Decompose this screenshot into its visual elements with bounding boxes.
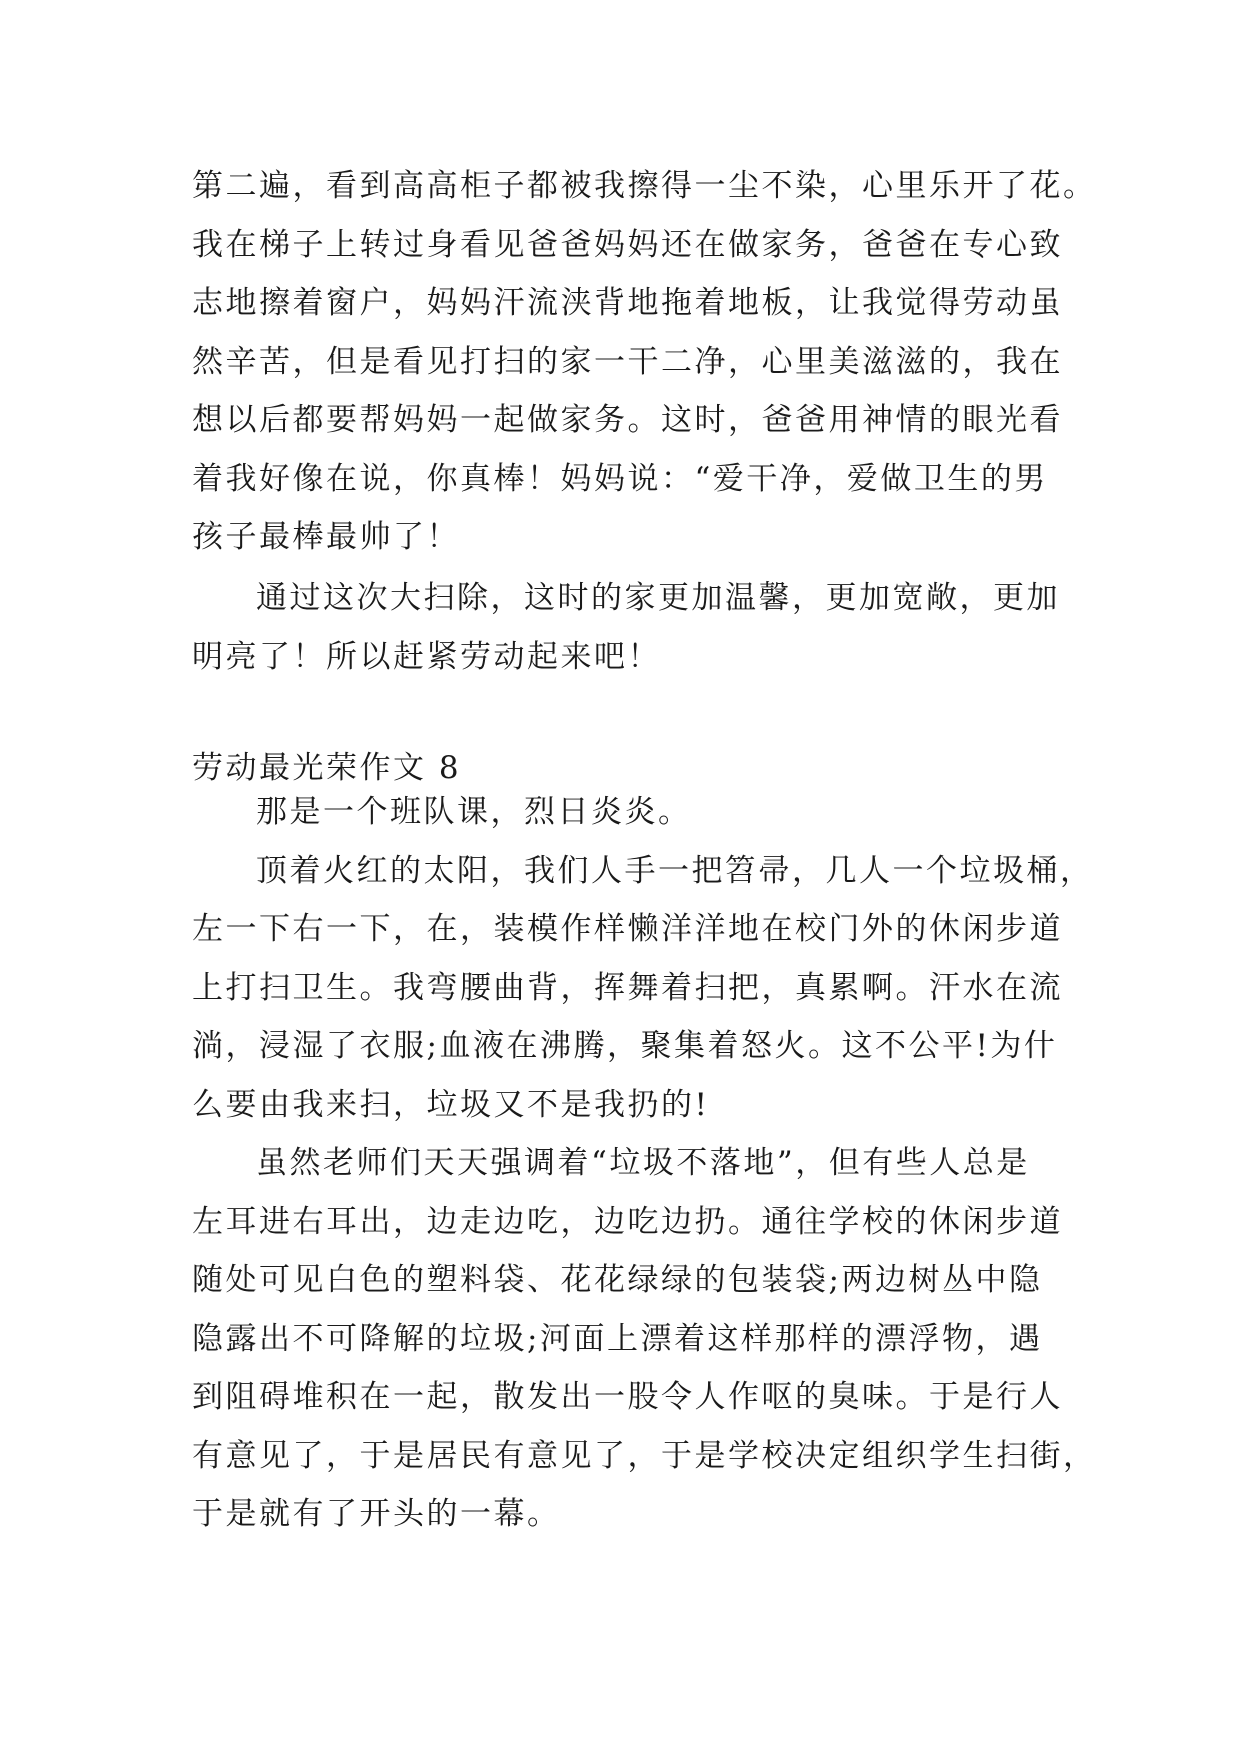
text-line: 上打扫卫生。我弯腰曲背，挥舞着扫把，真累啊。汗水在流: [192, 969, 1063, 1006]
text-line: 我在梯子上转过身看见爸爸妈妈还在做家务，爸爸在专心致: [192, 226, 1063, 263]
paragraph-closing: [192, 569, 1062, 686]
text-line: 到阻碍堆积在一起，散发出一股令人作呕的臭味。于是行人: [192, 1379, 1063, 1415]
essay-title: 劳动最光荣作文 8: [192, 750, 462, 786]
text-line: 想以后都要帮妈妈一起做家务。这时，爸爸用神情的眼光看: [192, 402, 1063, 438]
text-line: 有意见了，于是居民有意见了，于是学校决定组织学生扫街，: [192, 1437, 1097, 1474]
text-line: 左一下右一下，在，装模作样懒洋洋地在校门外的休闲步道: [192, 911, 1063, 947]
text-line: 么要由我来扫，垃圾又不是我扔的!: [192, 1086, 710, 1123]
essay-body: [192, 783, 1097, 1544]
text-line: 明亮了！所以赶紧劳动起来吧！: [192, 638, 661, 675]
text-line: 淌，浸湿了衣服;血液在沸腾，聚集着怒火。这不公平!为什: [192, 1028, 1058, 1064]
paragraph: [192, 842, 1094, 1135]
paragraph: [192, 1134, 1097, 1544]
text-line: 隐露出不可降解的垃圾;河面上漂着这样那样的漂浮物，遇: [192, 1320, 1043, 1357]
text-line: 志地擦着窗户，妈妈汗流浃背地拖着地板，让我觉得劳动虽: [192, 285, 1063, 321]
text-line: 通过这次大扫除，这时的家更加温馨，更加宽敞，更加: [256, 580, 1060, 616]
text-line: 着我好像在说，你真棒！妈妈说：“爱干净，爱做卫生的男: [192, 460, 1048, 497]
text-line: 那是一个班队课，烈日炎炎。: [256, 794, 692, 830]
text-line: 孩子最棒最帅了！: [192, 519, 460, 555]
text-line: 第二遍，看到高高柜子都被我擦得一尘不染，心里乐开了花。: [192, 168, 1097, 204]
text-line: 随处可见白色的塑料袋、花花绿绿的包装袋;两边树丛中隐: [192, 1262, 1043, 1298]
text-line: 左耳进右耳出，边走边吃，边吃边扔。通往学校的休闲步道: [192, 1203, 1063, 1240]
text-line: 然辛苦，但是看见打扫的家一干二净，心里美滋滋的，我在: [192, 343, 1063, 380]
text-line: 于是就有了开头的一幕。: [192, 1496, 561, 1532]
text-line: 顶着火红的太阳，我们人手一把笤帚，几人一个垃圾桶，: [256, 852, 1094, 889]
paragraph-continued: [192, 157, 1097, 567]
paragraph: [192, 783, 1062, 842]
text-line: 虽然老师们天天强调着“垃圾不落地”，但有些人总是: [256, 1145, 1030, 1181]
